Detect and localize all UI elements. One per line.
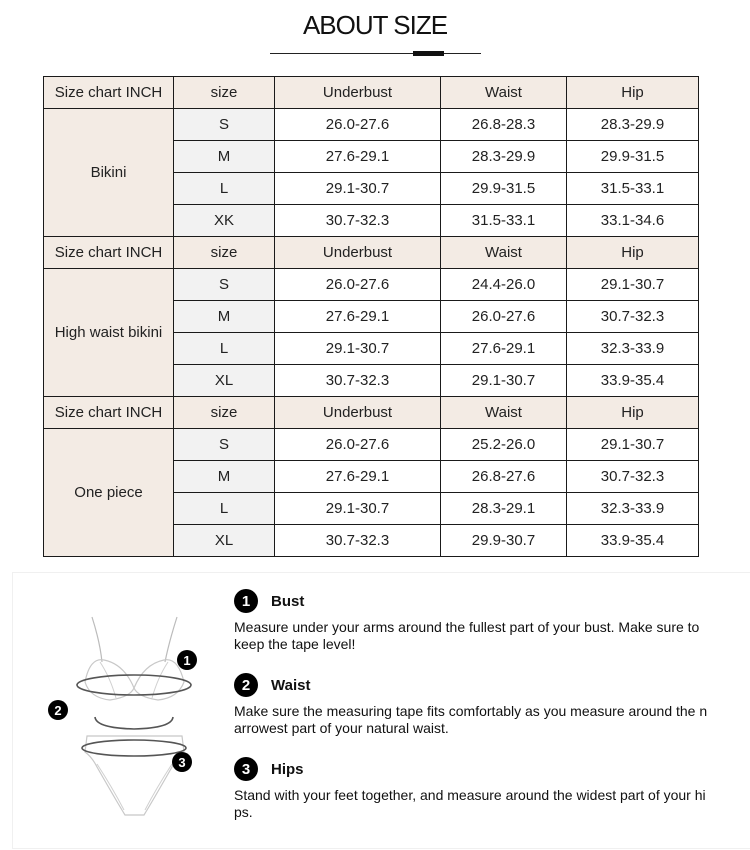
hip-cell: 31.5-33.1 — [567, 173, 699, 205]
step-title: Bust — [271, 592, 305, 610]
size-cell: XK — [174, 205, 275, 237]
page-title: ABOUT SIZE — [302, 10, 448, 40]
header-underbust: Underbust — [275, 237, 441, 269]
step-description: Make sure the measuring tape fits comfortably as you measure around the narrowest part of your natural waist. — [234, 703, 708, 736]
table-row — [44, 429, 699, 461]
hip-cell: 29.1-30.7 — [567, 429, 699, 461]
step-description: Measure under your arms around the fullest part of your bust. Make sure to keep the tape level! — [234, 619, 700, 652]
size-cell: S — [174, 269, 275, 301]
number-3-icon: 3 — [234, 757, 258, 781]
header-waist: Waist — [441, 77, 567, 109]
underbust-cell: 26.0-27.6 — [275, 109, 441, 141]
number-1-icon: 1 — [234, 589, 258, 613]
hip-cell: 33.9-35.4 — [567, 525, 699, 557]
table-header-row — [44, 77, 699, 109]
underbust-cell: 26.0-27.6 — [275, 269, 441, 301]
underbust-cell: 29.1-30.7 — [275, 493, 441, 525]
hip-cell: 32.3-33.9 — [567, 333, 699, 365]
underbust-cell: 27.6-29.1 — [275, 461, 441, 493]
hip-cell: 33.1-34.6 — [567, 205, 699, 237]
swimsuit-measurement-illustration — [12, 572, 227, 847]
waist-cell: 24.4-26.0 — [441, 269, 567, 301]
hip-cell: 29.1-30.7 — [567, 269, 699, 301]
svg-text:1: 1 — [183, 653, 191, 668]
svg-text:3: 3 — [178, 755, 186, 770]
waist-cell: 25.2-26.0 — [441, 429, 567, 461]
title-underline — [270, 53, 481, 54]
waist-cell: 28.3-29.9 — [441, 141, 567, 173]
underbust-cell: 26.0-27.6 — [275, 429, 441, 461]
header-waist: Waist — [441, 397, 567, 429]
hip-cell: 32.3-33.9 — [567, 493, 699, 525]
marker-1-icon — [177, 650, 197, 670]
hip-cell: 29.9-31.5 — [567, 141, 699, 173]
category-cell: High waist bikini — [44, 269, 174, 397]
size-cell: XL — [174, 365, 275, 397]
waist-cell: 29.9-30.7 — [441, 525, 567, 557]
underbust-cell: 29.1-30.7 — [275, 333, 441, 365]
header-underbust: Underbust — [275, 77, 441, 109]
underbust-cell: 30.7-32.3 — [275, 205, 441, 237]
header-size: size — [174, 237, 275, 269]
category-cell: Bikini — [44, 109, 174, 237]
hip-cell: 30.7-32.3 — [567, 461, 699, 493]
header-size-chart: Size chart INCH — [44, 397, 174, 429]
header-hip: Hip — [567, 77, 699, 109]
step-waist — [234, 673, 714, 737]
waist-cell: 26.8-28.3 — [441, 109, 567, 141]
table-row — [44, 109, 699, 141]
underbust-cell: 29.1-30.7 — [275, 173, 441, 205]
underbust-cell: 30.7-32.3 — [275, 365, 441, 397]
header-size: size — [174, 397, 275, 429]
header-size: size — [174, 77, 275, 109]
underbust-cell: 27.6-29.1 — [275, 301, 441, 333]
size-chart-table — [43, 76, 699, 557]
size-cell: M — [174, 141, 275, 173]
hip-cell: 30.7-32.3 — [567, 301, 699, 333]
size-cell: XL — [174, 525, 275, 557]
waist-cell: 26.8-27.6 — [441, 461, 567, 493]
underbust-cell: 27.6-29.1 — [275, 141, 441, 173]
svg-text:2: 2 — [54, 703, 62, 718]
table-header-row — [44, 397, 699, 429]
waist-cell: 26.0-27.6 — [441, 301, 567, 333]
underbust-cell: 30.7-32.3 — [275, 525, 441, 557]
number-2-icon: 2 — [234, 673, 258, 697]
header-hip: Hip — [567, 397, 699, 429]
waist-cell: 28.3-29.1 — [441, 493, 567, 525]
category-cell: One piece — [44, 429, 174, 557]
header-size-chart: Size chart INCH — [44, 237, 174, 269]
marker-2-icon — [48, 700, 68, 720]
size-cell: M — [174, 461, 275, 493]
step-title: Waist — [271, 676, 311, 694]
hip-cell: 33.9-35.4 — [567, 365, 699, 397]
size-cell: M — [174, 301, 275, 333]
header-waist: Waist — [441, 237, 567, 269]
size-cell: L — [174, 493, 275, 525]
header-hip: Hip — [567, 237, 699, 269]
waist-cell: 27.6-29.1 — [441, 333, 567, 365]
step-bust — [234, 589, 714, 653]
size-cell: L — [174, 333, 275, 365]
title-accent-bar — [413, 51, 444, 56]
hip-cell: 28.3-29.9 — [567, 109, 699, 141]
step-title: Hips — [271, 760, 304, 778]
marker-3-icon — [172, 752, 192, 772]
table-header-row — [44, 237, 699, 269]
waist-cell: 29.1-30.7 — [441, 365, 567, 397]
header-size-chart: Size chart INCH — [44, 77, 174, 109]
size-cell: S — [174, 109, 275, 141]
header-underbust: Underbust — [275, 397, 441, 429]
step-hips — [234, 757, 714, 821]
waist-cell: 29.9-31.5 — [441, 173, 567, 205]
step-description: Stand with your feet together, and measure around the widest part of your hips. — [234, 787, 706, 820]
size-cell: S — [174, 429, 275, 461]
waist-cell: 31.5-33.1 — [441, 205, 567, 237]
table-row — [44, 269, 699, 301]
size-cell: L — [174, 173, 275, 205]
